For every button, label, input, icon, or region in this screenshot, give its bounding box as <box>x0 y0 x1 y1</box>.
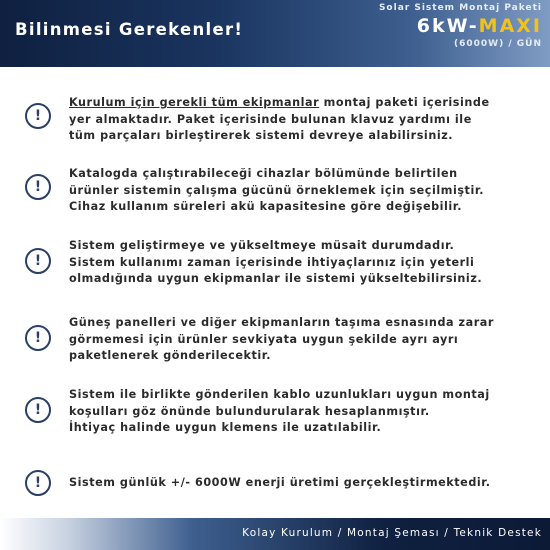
model-accent: MAXI <box>478 15 542 37</box>
info-text: Sistem geliştirmeye ve yükseltmeye müsait durumdadır. Sistem kullanımı zaman içerisinde ihtiyaçlarınız için yeterli olmadığında uygun ekipmanlar ile sistemi yükseltebilirsiniz. <box>69 239 483 285</box>
page-title: Bilinmesi Gerekenler! <box>15 20 244 39</box>
exclamation-circle-icon: ! <box>25 470 51 496</box>
info-text: Sistem ile birlikte gönderilen kablo uzunlukları uygun montaj koşulları göz önünde bulundurularak hesaplanmıştır. İhtiyaç halinde uygun klemens ile uzatılabilir. <box>69 388 490 434</box>
product-info <box>379 2 542 50</box>
header-banner <box>0 0 550 67</box>
footer-banner <box>0 518 550 550</box>
exclamation-circle-icon: ! <box>25 325 51 351</box>
exclamation-circle-icon: ! <box>25 248 51 274</box>
model-name <box>379 15 542 37</box>
info-text-lead: Kurulum için gerekli tüm ekipmanlar <box>69 96 320 109</box>
model-prefix: 6kW- <box>416 15 479 37</box>
info-text: Sistem günlük +/- 6000W enerji üretimi gerçekleştirmektedir. <box>69 476 491 489</box>
footer-text: Kolay Kurulum / Montaj Şeması / Teknik Destek <box>242 527 542 539</box>
exclamation-circle-icon: ! <box>25 103 51 129</box>
power-rating: (6000W) / GÜN <box>454 39 542 49</box>
exclamation-circle-icon: ! <box>25 397 51 423</box>
info-text: Kurulum için gerekli tüm ekipmanlar montaj paketi içerisinde yer almaktadır. Paket içerisinde bulunan klavuz yardımı ile tüm parçaları birleştirerek sistemi devreye alabilirsiniz. <box>69 96 490 142</box>
exclamation-circle-icon: ! <box>25 174 51 200</box>
info-text: Güneş panelleri ve diğer ekipmanların taşıma esnasında zarar görmemesi için ürünler sevkiyata uygun şekilde ayrı ayrı paketlenerek gönderilecektir. <box>69 316 494 362</box>
package-subtitle: Solar Sistem Montaj Paketi <box>378 3 542 13</box>
info-text: Katalogda çalıştırabileceği cihazlar bölümünde belirtilen ürünler sistemin çalışma gücünü örneklemek için seçilmiştir. Cihaz kullanım süreleri akü kapasitesine göre değişebilir. <box>69 167 485 213</box>
